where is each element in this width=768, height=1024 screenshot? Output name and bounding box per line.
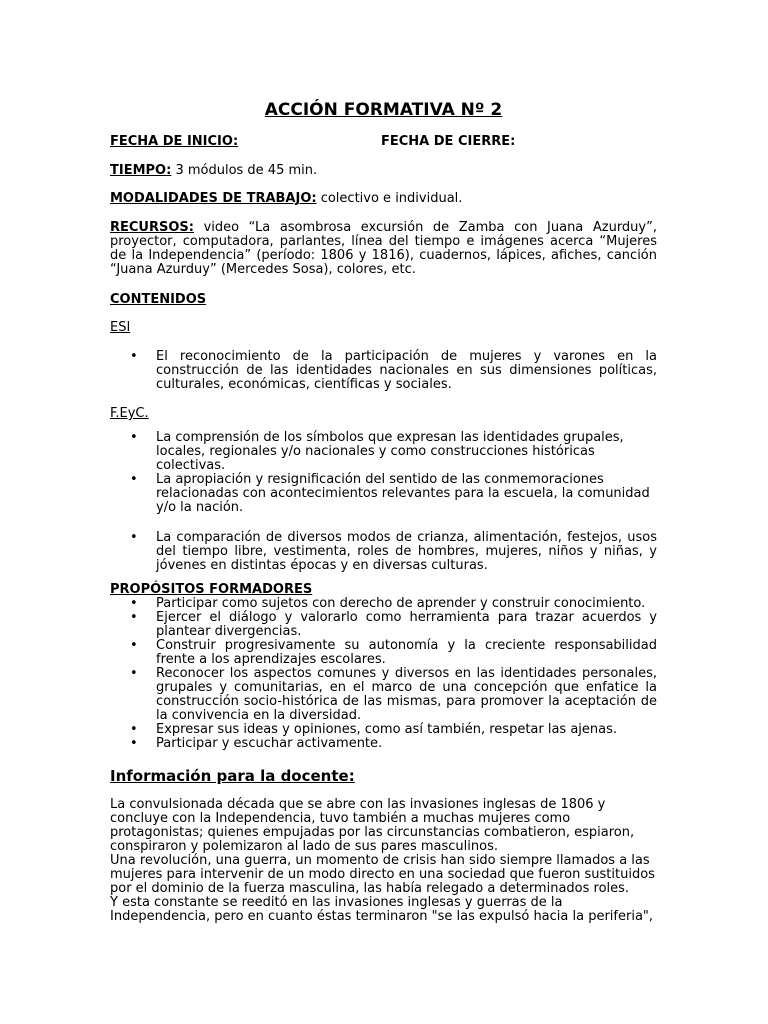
info-body: [110, 798, 657, 924]
list-item: • Participar como sujetos con derecho de aprender y construir conocimiento.: [110, 597, 657, 611]
info-heading: Información para la docente:: [110, 767, 355, 785]
propositos-heading: PROPÓSITOS FORMADORES: [110, 582, 313, 597]
esi-heading: ESI: [110, 320, 131, 335]
list-item: • El reconocimiento de la participación de mujeres y varones en la construcción de las identidades nacionales en sus dimensiones políticas, culturales, económicas, científicas y sociales.: [110, 350, 657, 392]
modalidades-label: MODALIDADES DE TRABAJO:: [110, 191, 317, 206]
tiempo-value: 3 módulos de 45 min.: [171, 163, 318, 178]
list-item: • Construir progresivamente su autonomía y la creciente responsabilidad frente a los aprendizajes escolares.: [110, 639, 657, 667]
esi-list: [110, 350, 657, 392]
tiempo-line: [110, 164, 657, 178]
list-item: • La comparación de diversos modos de crianza, alimentación, festejos, usos del tiempo libre, vestimenta, roles de hombres, mujeres, niños y niñas, y jóvenes en distintas épocas y en diversas culturas.: [110, 531, 657, 573]
document-title: ACCIÓN FORMATIVA Nº 2: [264, 100, 503, 120]
list-item: • La apropiación y resignificación del sentido de las conmemoraciones relacionadas con acontecimientos relevantes para la escuela, la comunidad y/o la nación.: [110, 473, 657, 515]
propositos-list: [110, 597, 657, 751]
list-item: • La comprensión de los símbolos que expresan las identidades grupales, locales, regionales y/o nacionales y como construcciones históricas colectivas.: [110, 431, 657, 473]
modalidades-value: colectivo e individual.: [316, 191, 463, 206]
tiempo-label: TIEMPO:: [110, 163, 172, 178]
info-paragraph: Una revolución, una guerra, un momento de crisis han sido siempre llamados a las mujeres para intervenir de un modo directo en una sociedad que fueron sustituidos por el dominio de la fuerza masculina, las había relegado a determinados roles.: [110, 853, 655, 896]
feyc-list-2: [110, 531, 657, 573]
list-item: • Ejercer el diálogo y valorarlo como herramienta para trazar acuerdos y plantear divergencias.: [110, 611, 657, 639]
info-paragraph: Y esta constante se reeditó en las invasiones inglesas y guerras de la Independencia, pero en cuanto éstas terminaron "se las expulsó hacia la periferia",: [110, 895, 654, 924]
fecha-cierre-label: FECHA DE CIERRE:: [381, 134, 516, 149]
list-item: • Participar y escuchar activamente.: [110, 737, 657, 751]
modalidades-line: [110, 192, 657, 206]
list-item: • Reconocer los aspectos comunes y diversos en las identidades personales, grupales y comunitarias, en el marco de una concepción que enfatice la construcción socio-histórica de las mismas, para promover la aceptación de la convivencia en la diversidad.: [110, 667, 657, 723]
recursos-value: video “La asombrosa excursión de Zamba con Juana Azurduy”, proyector, computadora, parlantes, línea del tiempo e imágenes acerca “Mujeres de la Independencia” (período: 1806 y 1816), cuadernos, lápices, afiches, canción “Juana Azurduy” (Mercedes Sosa), colores, etc.: [110, 220, 657, 277]
recursos-label: RECURSOS:: [110, 220, 194, 235]
fecha-inicio-label: FECHA DE INICIO:: [110, 134, 239, 149]
dates-row: [110, 135, 657, 149]
contenidos-heading: CONTENIDOS: [110, 292, 207, 307]
feyc-list: [110, 431, 657, 515]
recursos-paragraph: [110, 221, 657, 277]
info-paragraph: La convulsionada década que se abre con las invasiones inglesas de 1806 y concluye con la Independencia, tuvo también a muchas mujeres como protagonistas; quienes empujadas por las circunstancias combatieron, espiaron, conspiraron y polemizaron al lado de sus pares masculinos.: [110, 797, 635, 854]
feyc-heading: F.EyC.: [110, 406, 149, 421]
list-item: • Expresar sus ideas y opiniones, como así también, respetar las ajenas.: [110, 723, 657, 737]
